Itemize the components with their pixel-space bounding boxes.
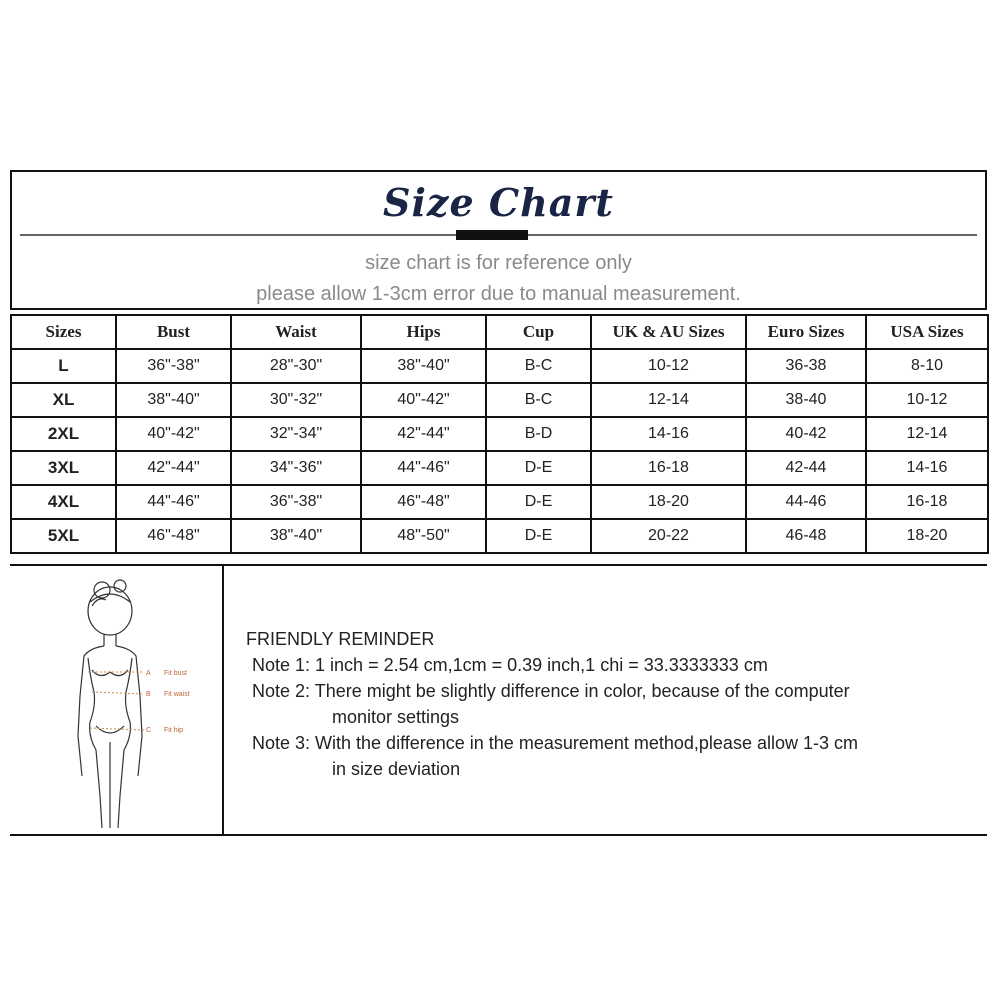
uk-au-cell: 20-22 bbox=[591, 519, 746, 553]
friendly-reminder bbox=[246, 626, 858, 782]
usa-cell: 16-18 bbox=[866, 485, 988, 519]
table-header-row bbox=[11, 315, 988, 349]
table-row bbox=[11, 349, 988, 383]
cup-cell: D-E bbox=[486, 519, 591, 553]
cup-cell: D-E bbox=[486, 485, 591, 519]
table-row bbox=[11, 417, 988, 451]
waist-cell: 36"-38" bbox=[231, 485, 361, 519]
column-header: Waist bbox=[231, 315, 361, 349]
column-header: Hips bbox=[361, 315, 486, 349]
size-cell: 3XL bbox=[11, 451, 116, 485]
waist-cell: 38"-40" bbox=[231, 519, 361, 553]
title-divider-accent bbox=[456, 230, 528, 240]
column-header: UK & AU Sizes bbox=[591, 315, 746, 349]
column-header: Sizes bbox=[11, 315, 116, 349]
usa-cell: 18-20 bbox=[866, 519, 988, 553]
table-row bbox=[11, 519, 988, 553]
uk-au-cell: 14-16 bbox=[591, 417, 746, 451]
column-header: Euro Sizes bbox=[746, 315, 866, 349]
column-header: USA Sizes bbox=[866, 315, 988, 349]
uk-au-cell: 18-20 bbox=[591, 485, 746, 519]
euro-cell: 44-46 bbox=[746, 485, 866, 519]
waist-cell: 30"-32" bbox=[231, 383, 361, 417]
euro-cell: 40-42 bbox=[746, 417, 866, 451]
hips-cell: 46"-48" bbox=[361, 485, 486, 519]
label-a: A bbox=[146, 670, 151, 677]
column-header: Cup bbox=[486, 315, 591, 349]
hips-cell: 40"-42" bbox=[361, 383, 486, 417]
note-3: Note 3: With the difference in the measurement method,please allow 1-3 cm bbox=[252, 733, 858, 753]
size-chart-header bbox=[10, 170, 987, 310]
table-row bbox=[11, 383, 988, 417]
bust-cell: 42"-44" bbox=[116, 451, 231, 485]
waist-cell: 28"-30" bbox=[231, 349, 361, 383]
usa-cell: 8-10 bbox=[866, 349, 988, 383]
table-row bbox=[11, 451, 988, 485]
error-allowance-note: please allow 1-3cm error due to manual measurement. bbox=[256, 283, 741, 305]
waist-cell: 34"-36" bbox=[231, 451, 361, 485]
hips-cell: 48"-50" bbox=[361, 519, 486, 553]
label-b: B bbox=[146, 691, 151, 698]
reminder-section bbox=[10, 564, 987, 836]
note-2-continued: monitor settings bbox=[332, 707, 460, 727]
size-cell: 5XL bbox=[11, 519, 116, 553]
hips-cell: 44"-46" bbox=[361, 451, 486, 485]
usa-cell: 10-12 bbox=[866, 383, 988, 417]
table-row bbox=[11, 485, 988, 519]
chart-title: Size Chart bbox=[383, 180, 614, 225]
measurement-figure bbox=[10, 566, 224, 834]
euro-cell: 46-48 bbox=[746, 519, 866, 553]
size-cell: L bbox=[11, 349, 116, 383]
uk-au-cell: 10-12 bbox=[591, 349, 746, 383]
bust-cell: 44"-46" bbox=[116, 485, 231, 519]
label-a-text: Fit bust bbox=[164, 670, 187, 677]
cup-cell: B-D bbox=[486, 417, 591, 451]
size-cell: 4XL bbox=[11, 485, 116, 519]
cup-cell: B-C bbox=[486, 349, 591, 383]
bust-cell: 46"-48" bbox=[116, 519, 231, 553]
reminder-heading: FRIENDLY REMINDER bbox=[246, 629, 435, 649]
body-outline-illustration bbox=[10, 566, 222, 834]
size-table bbox=[10, 314, 989, 554]
hips-cell: 42"-44" bbox=[361, 417, 486, 451]
reference-note: size chart is for reference only bbox=[365, 252, 632, 274]
bust-cell: 36"-38" bbox=[116, 349, 231, 383]
waist-cell: 32"-34" bbox=[231, 417, 361, 451]
bust-cell: 38"-40" bbox=[116, 383, 231, 417]
uk-au-cell: 12-14 bbox=[591, 383, 746, 417]
column-header: Bust bbox=[116, 315, 231, 349]
euro-cell: 38-40 bbox=[746, 383, 866, 417]
euro-cell: 36-38 bbox=[746, 349, 866, 383]
usa-cell: 12-14 bbox=[866, 417, 988, 451]
bust-cell: 40"-42" bbox=[116, 417, 231, 451]
note-2: Note 2: There might be slightly difference in color, because of the computer bbox=[252, 681, 850, 701]
size-cell: XL bbox=[11, 383, 116, 417]
label-c-text: Fit hip bbox=[164, 727, 184, 734]
label-b-text: Fit waist bbox=[164, 691, 190, 698]
cup-cell: D-E bbox=[486, 451, 591, 485]
euro-cell: 42-44 bbox=[746, 451, 866, 485]
cup-cell: B-C bbox=[486, 383, 591, 417]
note-1: Note 1: 1 inch = 2.54 cm,1cm = 0.39 inch,1 chi = 33.3333333 cm bbox=[252, 655, 768, 675]
uk-au-cell: 16-18 bbox=[591, 451, 746, 485]
label-c: C bbox=[146, 727, 152, 734]
usa-cell: 14-16 bbox=[866, 451, 988, 485]
hips-cell: 38"-40" bbox=[361, 349, 486, 383]
size-cell: 2XL bbox=[11, 417, 116, 451]
note-3-continued: in size deviation bbox=[332, 759, 461, 779]
